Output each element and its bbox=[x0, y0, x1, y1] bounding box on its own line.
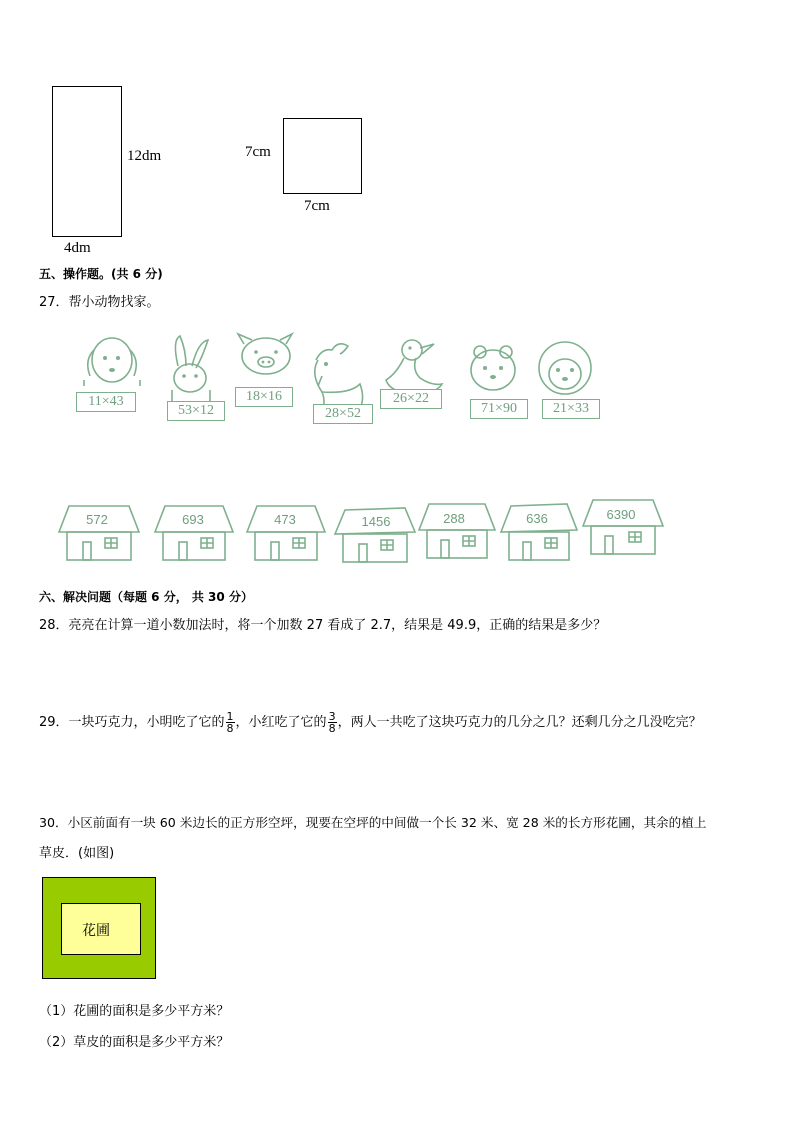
dog-icon bbox=[84, 338, 140, 386]
house-number-2[interactable]: 693 bbox=[182, 512, 204, 527]
square-figure bbox=[283, 118, 362, 194]
rectangle-height-label: 12dm bbox=[127, 148, 162, 164]
question-30-sub1: （1）花圃的面积是多少平方米？ bbox=[39, 1004, 230, 1019]
animal-sign-rabbit[interactable]: 53×12 bbox=[167, 401, 225, 421]
house-number-4[interactable]: 1456 bbox=[361, 514, 391, 529]
animal-sign-goat[interactable]: 28×52 bbox=[313, 404, 373, 424]
question-30-line2: 草皮．(如图) bbox=[39, 846, 115, 861]
question-29-part2: ，小红吃了它的 bbox=[235, 715, 327, 730]
question-27: 27．帮小动物找家。 bbox=[39, 295, 160, 310]
rabbit-icon bbox=[172, 336, 210, 402]
section-5-title: 五、操作题。(共 6 分) bbox=[39, 267, 163, 281]
bear-icon bbox=[471, 346, 515, 390]
section-6-title: 六、解决问题（每题 6 分， 共 30 分） bbox=[39, 590, 253, 604]
house-number-1[interactable]: 572 bbox=[86, 512, 108, 527]
square-bottom-label: 7cm bbox=[304, 198, 330, 214]
pig-icon bbox=[238, 334, 292, 374]
square-left-label: 7cm bbox=[245, 144, 271, 160]
house-number-3[interactable]: 473 bbox=[274, 512, 296, 527]
animal-sign-pig[interactable]: 18×16 bbox=[235, 387, 293, 407]
house-number-7[interactable]: 6390 bbox=[606, 507, 636, 522]
question-30-sub2: （2）草皮的面积是多少平方米？ bbox=[39, 1035, 230, 1050]
fraction-three-eighths: $\frac{3}{8}$ bbox=[328, 710, 336, 735]
animal-sign-duck[interactable]: 26×22 bbox=[380, 389, 442, 409]
monkey-icon bbox=[539, 342, 591, 394]
question-29-part1: 29．一块巧克力，小明吃了它的 bbox=[39, 715, 225, 730]
animal-sign-bear[interactable]: 71×90 bbox=[470, 399, 528, 419]
houses-illustration bbox=[55, 498, 670, 564]
rectangle-figure bbox=[52, 86, 122, 237]
duck-icon bbox=[386, 340, 442, 394]
goat-icon bbox=[315, 344, 363, 412]
rectangle-width-label: 4dm bbox=[64, 240, 91, 256]
flowerbed-label: 花圃 bbox=[82, 923, 110, 939]
house-number-5[interactable]: 288 bbox=[443, 511, 465, 526]
animal-sign-dog[interactable]: 11×43 bbox=[76, 392, 136, 412]
animal-sign-monkey[interactable]: 21×33 bbox=[542, 399, 600, 419]
fraction-one-eighth: $\frac{1}{8}$ bbox=[226, 710, 234, 735]
house-number-6[interactable]: 636 bbox=[526, 511, 548, 526]
question-28: 28．亮亮在计算一道小数加法时，将一个加数 27 看成了 2.7，结果是 49.9，正确的结果是多少？ bbox=[39, 618, 607, 633]
question-29 bbox=[39, 710, 702, 736]
question-29-part3: ，两人一共吃了这块巧克力的几分之几？还剩几分之几没吃完？ bbox=[337, 715, 702, 730]
question-30-line1: 30．小区前面有一块 60 米边长的正方形空坪，现要在空坪的中间做一个长 32 米、宽 28 米的长方形花圃，其余的植上 bbox=[39, 815, 707, 830]
